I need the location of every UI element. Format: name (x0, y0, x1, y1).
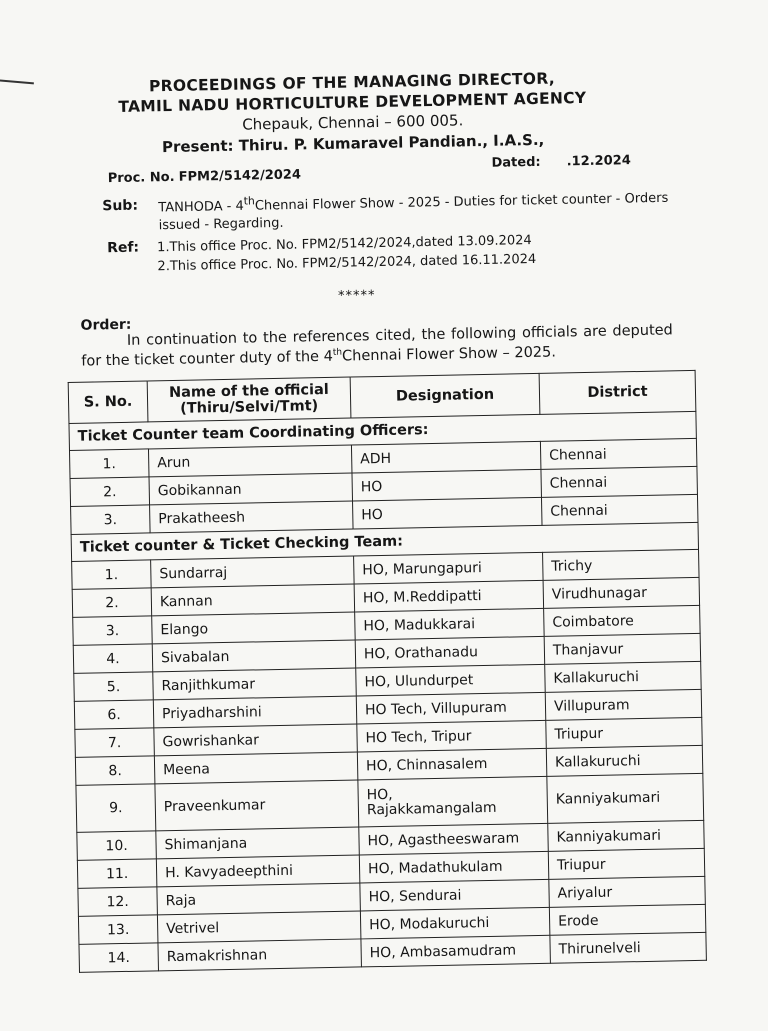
subject-label: Sub: (102, 197, 139, 215)
section-title: Ticket Counter team Coordinating Officers: (69, 411, 696, 450)
row-sno: 3. (71, 505, 151, 535)
row-designation: HO, Chinnasalem (357, 748, 547, 780)
row-designation: ADH (351, 441, 541, 473)
row-designation: HO, Madathukulam (359, 851, 549, 883)
dated-label: Dated: (491, 154, 541, 171)
row-designation: HO, M.Reddipatti (354, 580, 544, 612)
row-name: H. Kavyadeepthini (156, 855, 360, 887)
order-label: Order: (80, 316, 132, 334)
row-district: Virudhunagar (543, 577, 700, 608)
row-district: Kanniyakumari (548, 820, 705, 851)
row-designation: HO (353, 497, 543, 529)
row-name: Arun (148, 445, 352, 477)
row-sno: 1. (69, 449, 149, 479)
row-name: Priyadharshini (153, 696, 357, 728)
row-name: Sivabalan (152, 640, 356, 672)
row-sno: 4. (73, 644, 153, 674)
header-line-2: TAMIL NADU HORTICULTURE DEVELOPMENT AGENCY (118, 88, 587, 116)
row-designation: HO, Modakuruchi (360, 907, 550, 939)
row-district: Chennai (541, 494, 698, 525)
reference-item: 1.This office Proc. No. FPM2/5142/2024,dated 13.09.2024 (156, 233, 532, 256)
row-district: Thanjavur (544, 633, 701, 664)
officials-table (68, 370, 707, 973)
row-name: Vetrivel (157, 911, 361, 943)
row-district: Kallakuruchi (546, 745, 703, 776)
row-district: Triupur (546, 717, 703, 748)
row-designation: HO, Rajakkamangalam (358, 776, 548, 827)
row-district: Ariyalur (549, 876, 706, 907)
row-sno: 14. (79, 943, 159, 973)
row-sno: 13. (78, 915, 158, 945)
proc-value: FPM2/5142/2024 (178, 167, 302, 185)
row-designation: HO, Agastheeswaram (359, 823, 549, 855)
row-name: Ranjithkumar (153, 668, 357, 700)
row-designation: HO Tech, Villupuram (356, 692, 546, 724)
pen-mark (0, 79, 34, 84)
row-sno: 7. (75, 728, 155, 758)
col-sno: S. No. (68, 381, 148, 424)
subject-text: TANHODA - 4thChennai Flower Show - 2025 - Duties for ticket counter - Orders issued - Regarding. (158, 190, 669, 234)
row-name: Raja (157, 883, 361, 915)
row-district: Kallakuruchi (545, 661, 702, 692)
row-name: Ramakrishnan (158, 939, 362, 971)
row-district: Kanniyakumari (547, 773, 704, 823)
row-sno: 8. (75, 756, 155, 786)
row-sno: 2. (72, 588, 152, 618)
reference-item: 2.This office Proc. No. FPM2/5142/2024, dated 16.11.2024 (157, 251, 537, 275)
row-designation: HO (352, 469, 542, 501)
row-district: Erode (549, 904, 706, 935)
row-name: Prakatheesh (150, 501, 354, 533)
row-name: Meena (154, 752, 358, 784)
row-district: Thirunelveli (550, 932, 707, 963)
reference (107, 228, 668, 277)
reference-list (157, 228, 668, 276)
row-district: Chennai (541, 466, 698, 497)
header-line-1: PROCEEDINGS OF THE MANAGING DIRECTOR, (148, 69, 556, 96)
dated (491, 153, 631, 171)
row-sno: 6. (74, 700, 154, 730)
row-designation: HO, Marungapuri (354, 552, 544, 584)
row-name: Kannan (151, 584, 355, 616)
proc-number (108, 167, 301, 186)
row-sno: 10. (77, 831, 157, 861)
row-sno: 9. (76, 784, 156, 833)
row-name: Elango (152, 612, 356, 644)
row-designation: HO, Ambasamudram (361, 935, 551, 967)
row-designation: HO, Orathanadu (355, 636, 545, 668)
dated-value: .12.2024 (566, 153, 631, 170)
order-text: In continuation to the references cited, the following officials are deputed for the ticket counter duty of the 4thChennai Flower Show – 2025. (81, 322, 673, 370)
row-sno: 5. (74, 672, 154, 702)
row-sno: 12. (78, 887, 158, 917)
document-header (92, 67, 613, 159)
row-district: Coimbatore (544, 605, 701, 636)
row-district: Trichy (543, 549, 700, 580)
row-name: Sundarraj (151, 556, 355, 588)
row-designation: HO, Ulundurpet (356, 664, 546, 696)
reference-label: Ref: (106, 239, 140, 257)
row-district: Villupuram (545, 689, 702, 720)
row-district: Chennai (540, 438, 697, 469)
row-name: Shimanjana (156, 827, 360, 859)
col-name: Name of the official (Thiru/Selvi/Tmt) (147, 377, 351, 422)
row-sno: 11. (77, 859, 157, 889)
subject (102, 184, 673, 236)
row-designation: HO Tech, Tripur (357, 720, 547, 752)
separator: ***** (337, 288, 376, 304)
row-designation: HO, Madukkarai (355, 608, 545, 640)
section-title: Ticket counter & Ticket Checking Team: (71, 522, 698, 561)
row-name: Praveenkumar (155, 780, 359, 831)
row-sno: 3. (73, 616, 153, 646)
row-sno: 1. (72, 560, 152, 590)
row-sno: 2. (70, 477, 150, 507)
col-district: District (539, 370, 696, 414)
col-designation: Designation (350, 373, 540, 418)
header-address: Chepauk, Chennai – 600 005. (242, 111, 464, 134)
row-name: Gobikannan (149, 473, 353, 505)
header-present: Present: Thiru. P. Kumaravel Pandian., I.A.S., (161, 130, 545, 157)
row-designation: HO, Sendurai (360, 879, 550, 911)
row-district: Triupur (548, 848, 705, 879)
proc-label: Proc. No. (107, 169, 175, 187)
row-name: Gowrishankar (154, 724, 358, 756)
